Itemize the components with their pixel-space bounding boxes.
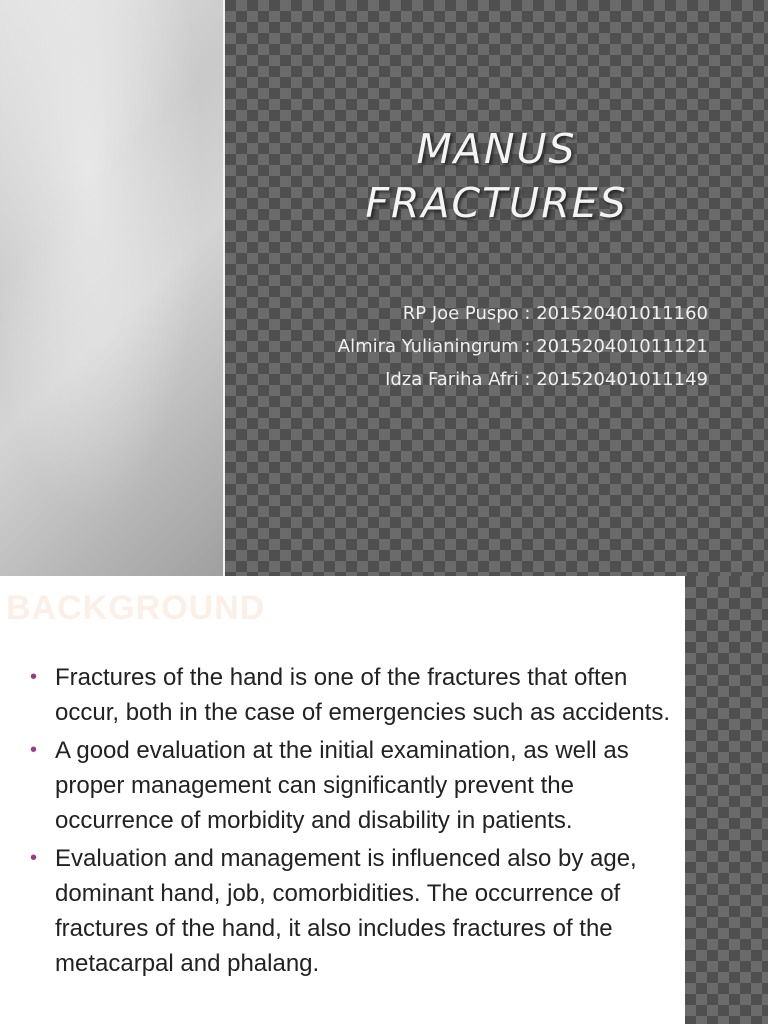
list-item xyxy=(30,841,680,981)
title-slide-pattern-panel xyxy=(225,0,768,576)
author-line: Almira Yulianingrum : 201520401011121 xyxy=(337,336,708,357)
background-slide xyxy=(0,576,768,1024)
list-item xyxy=(30,660,680,730)
author-line: Idza Fariha Afri : 201520401011149 xyxy=(385,369,708,390)
slide-title-line-1: MANUS xyxy=(416,125,577,173)
bullet-text: Evaluation and management is influenced also by age, dominant hand, job, comorbidities. The occurrence of fractures of the hand, it also includes fractures of the metacarpal and phalang. xyxy=(55,845,637,977)
author-list xyxy=(240,297,708,396)
title-slide-gradient-panel xyxy=(0,0,223,576)
author-line: RP Joe Puspo : 201520401011160 xyxy=(402,303,708,324)
background-slide-pattern-strip xyxy=(685,576,768,1024)
background-heading: BACKGROUND xyxy=(6,589,266,627)
bullet-icon: • xyxy=(30,739,38,761)
bullet-text: A good evaluation at the initial examination, as well as proper management can significantly prevent the occurrence of morbidity and disability in patients. xyxy=(55,737,629,834)
slide-title xyxy=(225,122,768,230)
bullet-icon: • xyxy=(30,847,38,869)
bullet-list xyxy=(30,660,680,984)
slide-title-line-2: FRACTURES xyxy=(365,179,628,227)
bullet-icon: • xyxy=(30,666,38,688)
bullet-text: Fractures of the hand is one of the fractures that often occur, both in the case of emergencies such as accidents. xyxy=(55,664,671,726)
list-item xyxy=(30,733,680,838)
